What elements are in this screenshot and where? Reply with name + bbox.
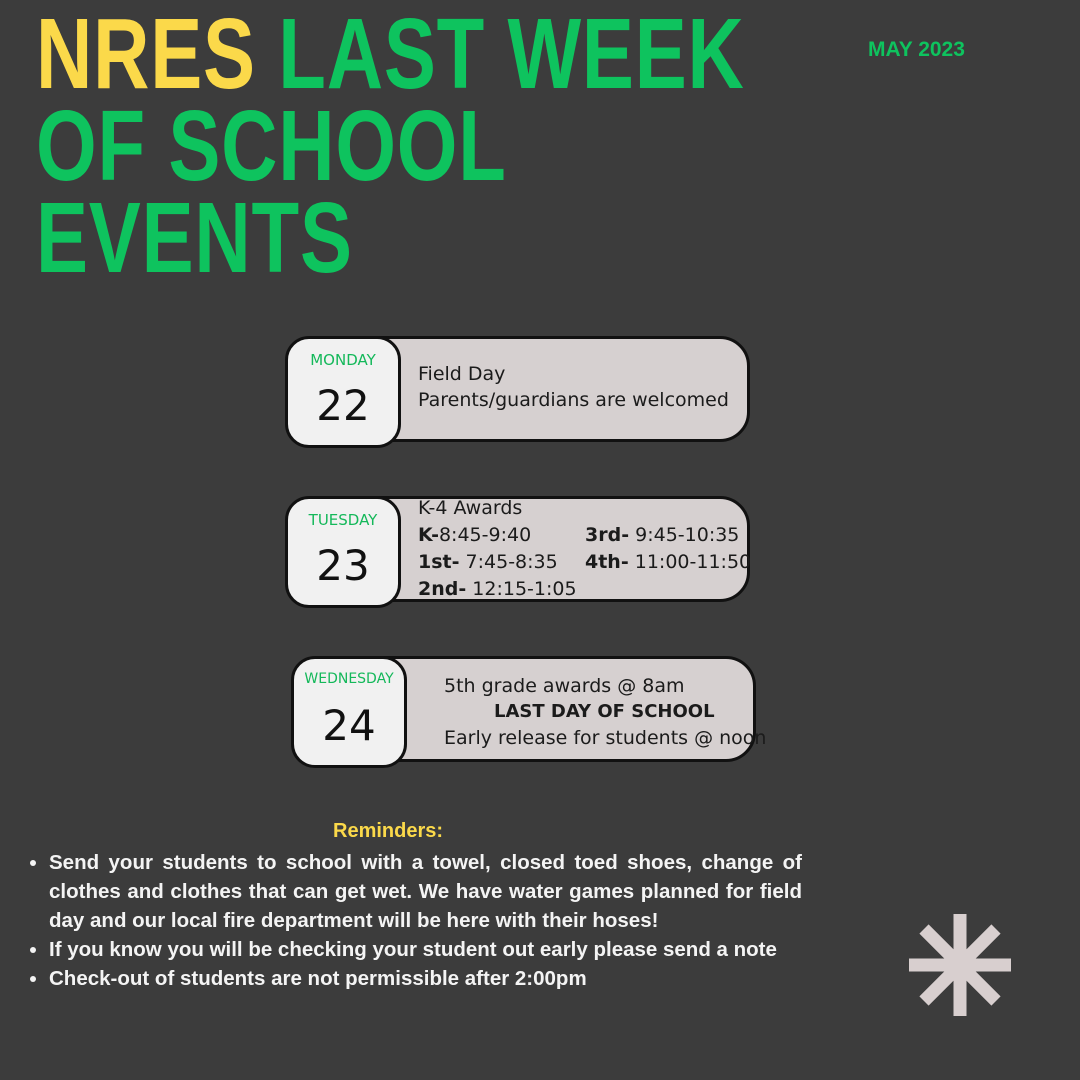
time-value: 12:15-1:05	[466, 578, 577, 600]
grade-label: 1st-	[418, 551, 460, 573]
event-line: Field Day	[418, 363, 506, 385]
month-label: MAY 2023	[868, 38, 965, 61]
asterisk-icon	[905, 912, 1015, 1018]
award-time-2nd	[418, 578, 577, 600]
event-heading: K-4 Awards	[418, 497, 523, 519]
award-time-1st	[418, 551, 558, 573]
day-name: TUESDAY	[308, 511, 378, 529]
page-title	[36, 0, 745, 294]
title-nres: NRES	[36, 0, 256, 110]
grade-label: 2nd-	[418, 578, 467, 600]
title-events: EVENTS	[36, 182, 353, 294]
event-line: Early release for students @ noon	[444, 727, 767, 749]
time-value: 9:45-10:35	[629, 524, 740, 546]
grade-label: 3rd-	[585, 524, 630, 546]
award-time-k	[418, 524, 531, 546]
award-time-3rd	[585, 524, 739, 546]
award-time-4th	[585, 551, 751, 573]
event-card-monday	[285, 336, 750, 442]
day-name: MONDAY	[310, 351, 376, 369]
grade-label: K-	[418, 524, 439, 546]
title-of-school: OF SCHOOL	[36, 90, 507, 202]
time-value: 7:45-8:35	[459, 551, 558, 573]
grade-label: 4th-	[585, 551, 629, 573]
event-line-bold: LAST DAY OF SCHOOL	[494, 701, 715, 722]
event-details	[418, 361, 729, 413]
event-card-tuesday	[285, 496, 750, 602]
list-item: • If you know you will be checking your student out early please send a note	[49, 935, 802, 964]
day-number: 24	[322, 701, 376, 750]
date-box	[291, 656, 407, 768]
event-line: 5th grade awards @ 8am	[444, 675, 685, 697]
date-box	[285, 496, 401, 608]
date-box	[285, 336, 401, 448]
event-line: Parents/guardians are welcomed	[418, 389, 729, 411]
day-name: WEDNESDAY	[304, 671, 394, 687]
event-card-wednesday	[291, 656, 767, 762]
list-item: • Send your students to school with a towel, closed toed shoes, change of clothes and clothes that can get wet. We have water games planned for field day and our local fire department will be here with their hoses!	[49, 848, 802, 935]
day-number: 23	[316, 541, 370, 590]
reminders-list	[22, 848, 802, 993]
day-number: 22	[316, 381, 370, 430]
title-last-week: LAST WEEK	[278, 0, 745, 110]
time-value: 11:00-11:50	[628, 551, 752, 573]
time-value: 8:45-9:40	[438, 524, 532, 546]
list-item: • Check-out of students are not permissible after 2:00pm	[49, 964, 802, 993]
reminders-title: Reminders:	[333, 820, 444, 842]
